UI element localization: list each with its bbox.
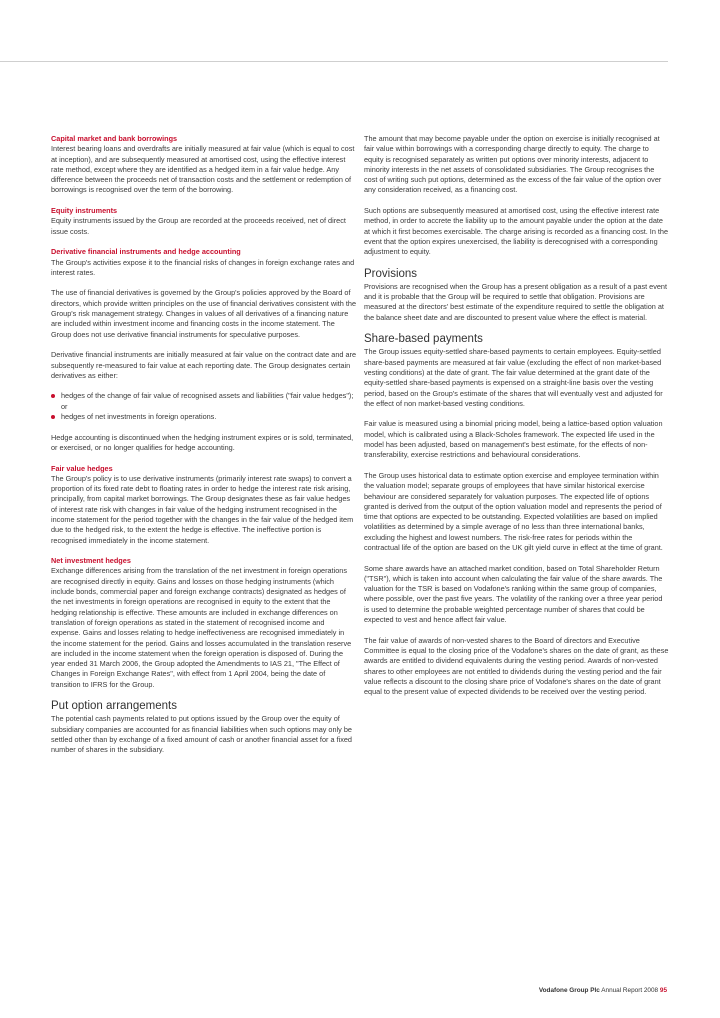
page-number: 95 xyxy=(659,987,667,994)
list-item-text: hedges of net investments in foreign operations. xyxy=(61,412,217,422)
equity-instruments-heading: Equity instruments xyxy=(51,206,118,216)
list-item xyxy=(51,391,356,412)
left-column xyxy=(51,134,356,766)
fair-value-hedges-heading: Fair value hedges xyxy=(51,463,113,473)
provisions-heading: Provisions xyxy=(364,267,418,280)
fair-value-hedges-body: The Group's policy is to use derivative instruments (primarily interest rate swaps) to convert a proportion of its fixed rate debt to floating rates in order to hedge the interest rate risk arising, principally, from capital market borrowings. The Group designates these as fair value hedges of interest rate risk with changes in fair value of the hedging instrument recognised in the income statement for the period together with the changes in the fair value of the hedged item due to the hedged risk, to the extent the hedge is effective. The ineffective portion is recognised immediately in the income statement. xyxy=(51,473,354,545)
footer-company: Vodafone Group Plc xyxy=(538,987,600,994)
put-option-paragraph-2: Such options are subsequently measured at amortised cost, using the effective interest rate method, in order to accrete the liability up to the amount payable under the option at the date at which it first becomes exercisable. The charge arising is recorded as a financing cost. In the event that the option expires unexercised, the liability is derecognised with a corresponding adjustment to equity. xyxy=(364,206,669,257)
derivative-paragraph-3: Derivative financial instruments are initially measured at fair value on the contract date and are subsequently re-measured to fair value at each reporting date. The Group designates certain derivatives as either: xyxy=(51,350,357,380)
net-investment-hedges-heading: Net investment hedges xyxy=(51,556,131,566)
derivative-heading: Derivative financial instruments and hedge accounting xyxy=(51,247,241,257)
share-based-paragraph-3: The Group uses historical data to estimate option exercise and employee termination within the valuation model; separate groups of employees that have similar historical exercise behaviour are considered separately for valuation purposes. The expected life of options granted is derived from the output of the option valuation model and represents the period of time that options are expected to be outstanding. Expected volatilities are based on implied volatilities as determined by a simple average of no less than three international banks, excluding the highest and lowest numbers. The risk-free rates for periods within the contractual life of the option are based on the UK gilt yield curve in effect at the time of grant. xyxy=(364,470,663,552)
share-based-paragraph-4: Some share awards have an attached market condition, based on Total Shareholder Return ("TSR"), which is taken into account when calculating the fair value of the share awards. The valuation for the TSR is based on Vodafone's ranking within the same group of companies, where possible, over the past five years. The volatility of the ranking over a three year period is used to determine the probable weighted percentage number of shares that could be expected to vest and hence affect fair value. xyxy=(364,563,663,625)
list-item-text: hedges of the change of fair value of recognised assets and liabilities ("fair value hedges"); or xyxy=(61,391,354,411)
bullet-dot-icon xyxy=(51,415,55,419)
derivative-paragraph-1: The Group's activities expose it to the financial risks of changes in foreign exchange rates and interest rates. xyxy=(51,257,355,277)
capital-market-body: Interest bearing loans and overdrafts are initially measured at fair value (which is equal to cost at inception), and are subsequently measured at amortised cost, using the effective interest rate method, except where they are identified as a hedged item in a fair value hedge. Any difference between the proceeds net of transaction costs and the settlement or redemption of borrowings is recognised over the term of the borrowing. xyxy=(51,144,355,195)
top-rule xyxy=(0,61,668,62)
bullet-dot-icon xyxy=(51,394,55,398)
footer-report: Annual Report 2008 xyxy=(601,987,659,994)
net-investment-hedges-body: Exchange differences arising from the translation of the net investment in foreign operations are recognised directly in equity. Gains and losses on those hedging instruments (which include bonds, commercial paper and foreign exchange contracts) designated as hedges of the net investments in foreign operations are recognised in equity to the extent that the hedging relationship is effective. These amounts are included in exchange differences on translation of foreign operations as stated in the statement of recognised income and expense. Gains and losses relating to hedge ineffectiveness are recognised immediately in the income statement for the period. Gains and losses accumulated in the translation reserve are included in the income statement when the foreign operation is disposed of. During the year ended 31 March 2006, the Group adopted the Amendments to IAS 21, "The Effect of Changes in Foreign Exchange Rates", with effect from 1 April 2004, being the date of transition to IFRS for the Group. xyxy=(51,566,352,689)
share-based-paragraph-5: The fair value of awards of non-vested shares to the Board of directors and Executive Committee is equal to the closing price of the Vodafone's shares on the date of grant, as these awards are entitled to dividend equivalents during the vesting period. Awards of non-vested shares to other employees are not entitled to dividends during the vesting period and the fair value reflects a discount to the closing share price of Vodafone's shares on the date of grant equal to the present value of expected dividends to be received over the vesting period. xyxy=(364,635,669,697)
right-column xyxy=(364,134,669,708)
derivative-paragraph-2: The use of financial derivatives is governed by the Group's policies approved by the Board of directors, which provide written principles on the use of financial derivatives consistent with the Group's risk management strategy. Changes in values of all derivatives of a financing nature are included within investment income and financing costs in the income statement. The Group does not use derivative financial instruments for speculative purposes. xyxy=(51,288,356,339)
put-option-paragraph-1: The amount that may become payable under the option on exercise is initially recognised at fair value within borrowings with a corresponding charge directly to equity. The charge to equity is recognised separately as written put options over minority interests, adjacent to minority interests in the net assets of consolidated subsidiaries. The Group recognises the cost of writing such put options, determined as the excess of the fair value of the option over any consideration received, as a financing cost. xyxy=(364,134,662,195)
share-based-payments-heading: Share-based payments xyxy=(364,333,483,346)
derivative-paragraph-4: Hedge accounting is discontinued when the hedging instrument expires or is sold, terminated, or exercised, or no longer qualifies for hedge accounting. xyxy=(51,432,354,452)
put-option-body: The potential cash payments related to put options issued by the Group over the equity of subsidiary companies are accounted for as financial liabilities when such options may only be settled other than by exchange of a fixed amount of cash or another financial asset for a fixed number of shares in the subsidiary. xyxy=(51,714,352,755)
put-option-heading: Put option arrangements xyxy=(51,700,177,713)
capital-market-heading: Capital market and bank borrowings xyxy=(51,134,178,143)
hedge-type-list xyxy=(51,391,356,422)
share-based-paragraph-1: The Group issues equity-settled share-based payments to certain employees. Equity-settled share-based payments are measured at fair value (excluding the effect of non market-based vesting conditions) at the date of grant. The fair value determined at the grant date of the equity-settled share-based payments is expensed on a straight-line basis over the vesting period, based on the Group's estimate of the shares that will eventually vest and adjusted for the effect of non market-based vesting conditions. xyxy=(364,347,663,408)
provisions-body: Provisions are recognised when the Group has a present obligation as a result of a past event and it is probable that the Group will be required to settle that obligation. Provisions are measured at the directors' best estimate of the expenditure required to settle the obligation at the balance sheet date and are discounted to present value where the effect is material. xyxy=(364,281,668,322)
list-item xyxy=(51,412,356,422)
share-based-paragraph-2: Fair value is measured using a binomial pricing model, being a lattice-based option valuation model, which is calibrated using a Black-Scholes framework. The expected life used in the model has been adjusted, based on management's best estimate, for the effects of non-transferability, exercise restrictions and behavioural considerations. xyxy=(364,419,663,460)
page-footer xyxy=(539,987,667,994)
equity-instruments-body: Equity instruments issued by the Group are recorded at the proceeds received, net of direct issue costs. xyxy=(51,216,346,236)
